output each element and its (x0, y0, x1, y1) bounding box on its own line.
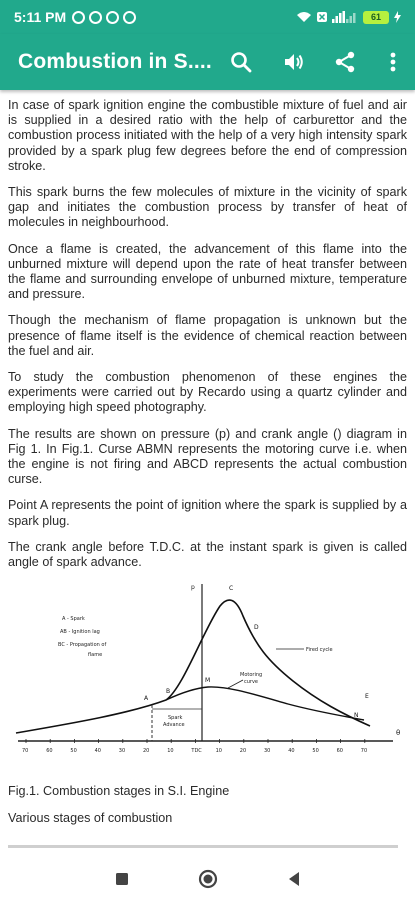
search-button[interactable] (215, 34, 267, 90)
motoring-label-1: Motoring (240, 672, 263, 679)
tick-label: 30 (264, 748, 271, 755)
tick-label: 40 (94, 748, 101, 755)
legend-line-4: flame (88, 652, 103, 659)
battery-icon: 61 (363, 11, 389, 24)
app-bar (0, 34, 415, 90)
status-time: 5:11 PM (14, 9, 67, 25)
point-c: C (229, 585, 234, 593)
motoring-pointer (228, 680, 243, 688)
system-navigation-bar (0, 858, 415, 900)
paragraph: Though the mechanism of flame propagation is unknown but the presence of flame itself is the evidence of chemical reaction between the fuel and air. (8, 313, 407, 358)
more-vert-icon (390, 51, 396, 73)
spark-advance-label-1: Spark (168, 715, 183, 722)
figure-caption: Fig.1. Combustion stages in S.I. Engine (8, 784, 230, 799)
page-title: Combustion in S.... (18, 50, 212, 73)
tick-label: 50 (70, 748, 77, 755)
notification-icons (72, 11, 136, 24)
paragraph: Point A represents the point of ignition where the spark is supplied by a spark plug. (8, 498, 407, 528)
recent-apps-button[interactable] (107, 864, 137, 894)
share-button[interactable] (319, 34, 371, 90)
paragraph: To study the combustion phenomenon of these engines the experiments were carried out by Recardo using a quartz cylinder and employing high speed photography. (8, 370, 407, 415)
home-button[interactable] (193, 864, 223, 894)
tick-label: 30 (118, 748, 126, 755)
article-content[interactable] (0, 90, 415, 858)
tick-label: 40 (288, 748, 295, 755)
status-right (296, 11, 401, 24)
point-b: B (166, 688, 171, 696)
point-a: A (144, 695, 149, 703)
motoring-label-2: curve (244, 679, 259, 686)
search-icon (230, 51, 252, 73)
tick-label: 60 (46, 748, 53, 755)
tick-label: 70 (360, 748, 368, 755)
paragraph: This spark burns the few molecules of mixture in the vicinity of spark gap and initiates the combustion process by transfer of heat of molecules in neighbourhood. (8, 185, 407, 230)
partial-text-line (8, 838, 407, 848)
tick-label: TDC (191, 748, 202, 755)
alarm-icon (72, 11, 85, 24)
tick-label: 50 (312, 748, 319, 755)
tick-label: 20 (143, 748, 150, 755)
axis-label-p: p (191, 584, 195, 592)
app-actions (215, 34, 415, 90)
speak-button[interactable] (267, 34, 319, 90)
legend-line-1: A - Spark (62, 616, 85, 623)
point-e: E (365, 693, 369, 701)
legend-line-3: BC - Propagation of (58, 642, 107, 649)
whatsapp-icon (106, 11, 119, 24)
home-icon (198, 869, 218, 889)
wifi-icon (296, 11, 312, 23)
x-icon (317, 12, 327, 22)
partial-text-glyphs (8, 839, 407, 848)
signal-icon (332, 11, 358, 23)
charging-icon (394, 11, 401, 23)
axis-label-theta: θ (396, 729, 401, 738)
no-disturb-icon (123, 11, 136, 24)
paragraph: In case of spark ignition engine the combustible mixture of fuel and air is supplied in a desired ratio with the help of carburettor and the combustion process initiated with the help of a very high intensity spark provided by a spark plug few degrees before the end of compression stroke. (8, 98, 407, 173)
section-heading: Various stages of combustion (8, 810, 173, 825)
fired-cycle-label: Fired cycle (306, 647, 333, 654)
share-icon (334, 51, 356, 73)
tick-label: 60 (336, 748, 343, 755)
status-left (14, 9, 136, 25)
tick-label: 10 (167, 748, 174, 755)
tick-label: 70 (22, 748, 29, 755)
back-button[interactable] (279, 864, 309, 894)
tick-label: 10 (215, 748, 222, 755)
point-d: D (254, 624, 259, 632)
back-icon (287, 871, 301, 887)
more-options-button[interactable] (371, 34, 415, 90)
paragraph: The results are shown on pressure (p) and crank angle () diagram in Fig 1. In Fig.1. Curse ABMN represents the motoring curve i.e. when the engine is not firing and ABCD represents the actual combustion curse. (8, 426, 407, 487)
status-bar (0, 0, 415, 34)
combustion-diagram (8, 576, 406, 776)
legend-line-2: AB - Ignition lag (60, 629, 100, 636)
message-icon (89, 11, 102, 24)
point-m: M (205, 677, 211, 685)
recent-apps-icon (115, 872, 129, 886)
paragraph: The crank angle before T.D.C. at the instant spark is given is called angle of spark advance. (8, 539, 407, 570)
tick-label: 20 (239, 748, 247, 755)
paragraph: Once a flame is created, the advancement of this flame into the unburned mixture will depend upon the rate of heat transfer between the flame and surrounding envelope of unburned mixture, temperature and pressure. (8, 241, 407, 302)
speaker-icon (282, 51, 304, 73)
motoring-curve (166, 687, 364, 720)
spark-advance-label-2: Advance (163, 722, 185, 729)
point-n: N (354, 712, 359, 720)
